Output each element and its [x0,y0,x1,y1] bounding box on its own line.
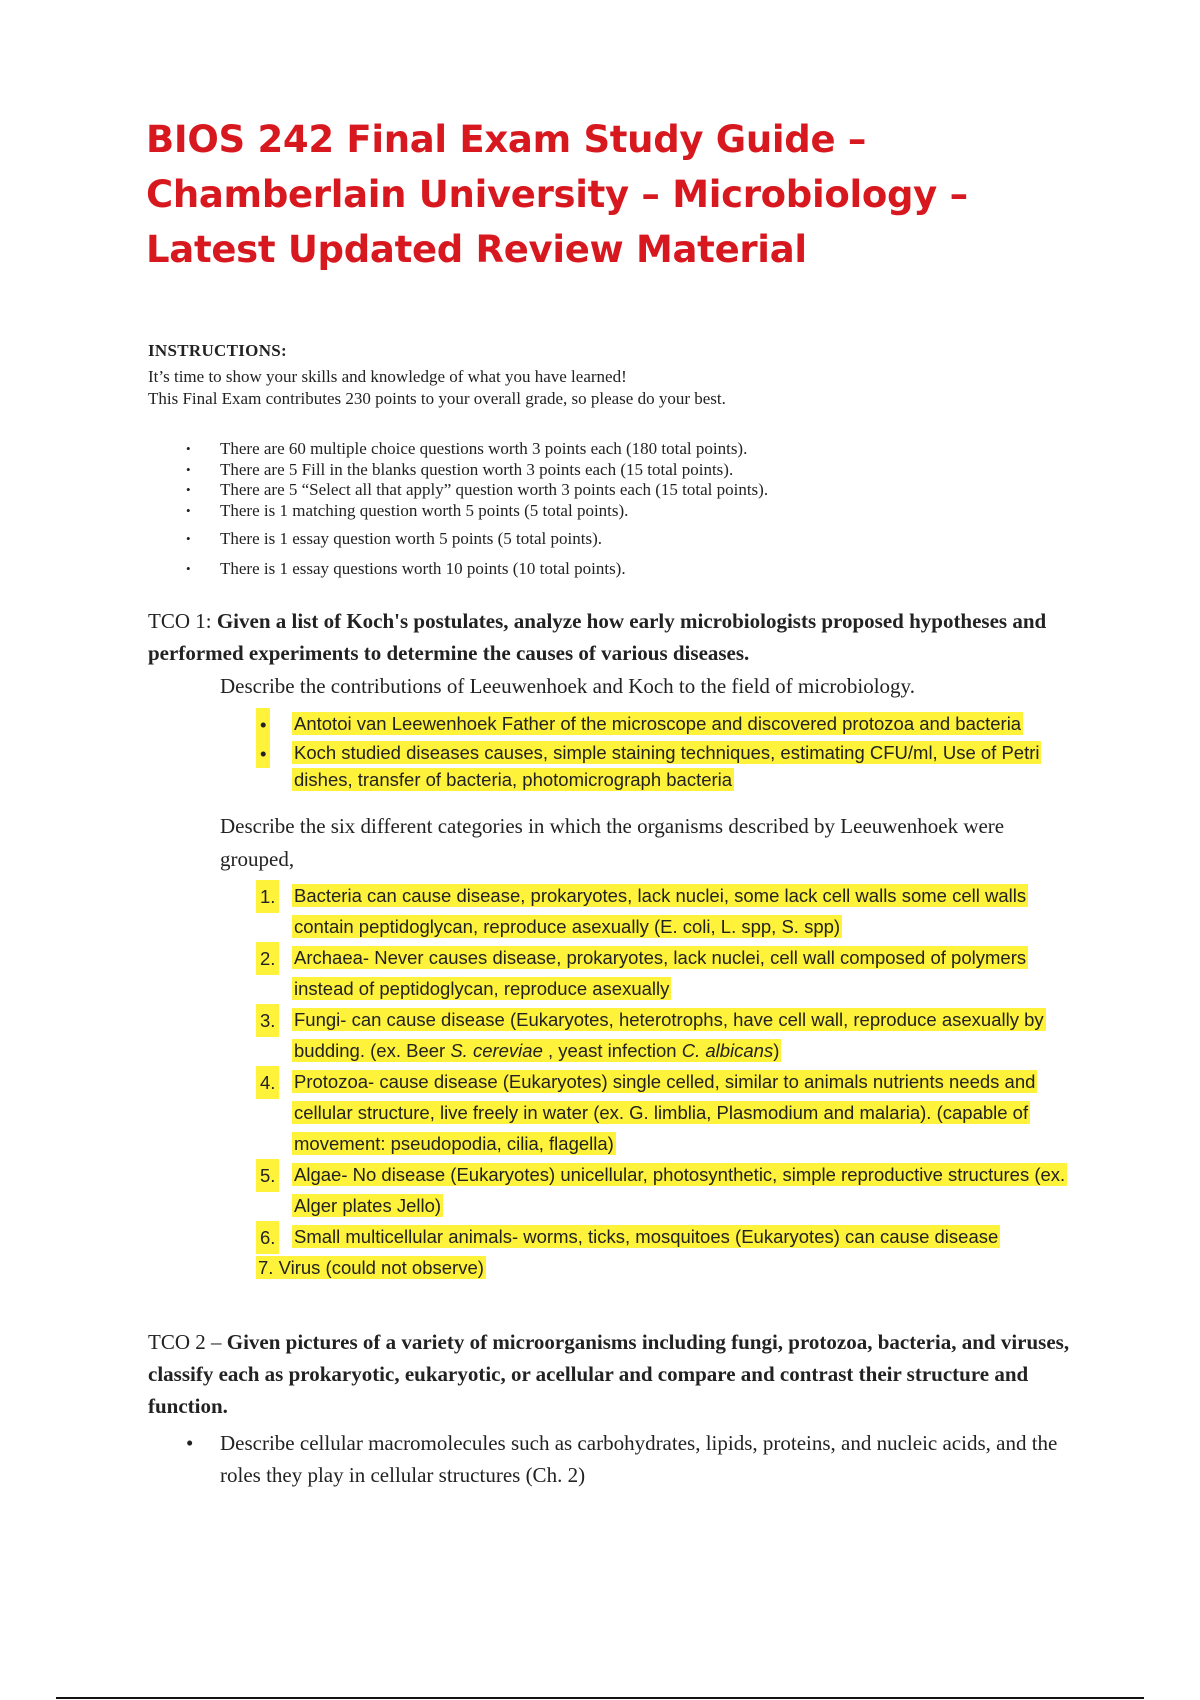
list-item: 6. Small multicellular animals- worms, ticks, mosquitoes (Eukaryotes) can cause disease [256,1221,1086,1252]
category-text: Fungi- can cause disease (Eukaryotes, heterotrophs, have cell wall, reproduce asexually by budding. (ex. Beer S. cereviae , yeast infection C. albicans) [294,1009,1044,1061]
answer-text: Antotoi van Leewenhoek Father of the microscope and discovered protozoa and bacteria [294,713,1022,734]
category-text: Archaea- Never causes disease, prokaryotes, lack nuclei, cell wall composed of polymers instead of peptidoglycan, reproduce asexually [294,947,1027,999]
list-item: • There are 5 Fill in the blanks question worth 3 points each (15 total points). [186,460,768,480]
page-bottom-rule [56,1697,1144,1699]
category-text: 7. Virus (could not observe) [258,1257,484,1278]
tco1-label: TCO 1: [148,609,212,633]
category-text: Small multicellular animals- worms, ticks, mosquitoes (Eukaryotes) can cause disease [294,1226,999,1247]
list-item: • There is 1 essay questions worth 10 points (10 total points). [186,558,768,580]
category-text: Algae- No disease (Eukaryotes) unicellular, photosynthetic, simple reproductive structures (ex. Alger plates Jello) [294,1164,1066,1216]
list-item: • Koch studied diseases causes, simple staining techniques, estimating CFU/ml, Use of Petri dishes, transfer of bacteria, photomicrograph bacteria [256,739,1086,793]
list-item: • There is 1 matching question worth 5 points (5 total points). [186,500,768,528]
category-text: Protozoa- cause disease (Eukaryotes) single celled, similar to animals nutrients needs and cellular structure, live freely in water (ex. G. limblia, Plasmodium and malaria). (capable of movement: pseudopodia, cilia, flagella) [294,1071,1036,1154]
answer-text: Koch studied diseases causes, simple staining techniques, estimating CFU/ml, Use of Petri dishes, transfer of bacteria, photomicrograph bacteria [294,742,1040,790]
instructions-line: This Final Exam contributes 230 points to your overall grade, so please do your best. [148,389,726,408]
tco1-question-2: Describe the six different categories in which the organisms described by Leeuwenhoek were grouped, [220,814,1005,871]
tco2-bullets [186,1427,1066,1491]
list-item: 2. Archaea- Never causes disease, prokaryotes, lack nuclei, cell wall composed of polymers instead of peptidoglycan, reproduce asexually [256,942,1086,1004]
tco1-heading-text: Given a list of Koch's postulates, analyze how early microbiologists proposed hypotheses and performed experiments to determine the causes of various diseases. [148,609,1047,665]
list-item: 1. Bacteria can cause disease, prokaryotes, lack nuclei, some lack cell walls some cell walls contain peptidoglycan, reproduce asexually (E. coli, L. spp, S. spp) [256,880,1086,942]
list-item: 4. Protozoa- cause disease (Eukaryotes) single celled, similar to animals nutrients needs and cellular structure, live freely in water (ex. G. limblia, Plasmodium and malaria). (capable of movement: pseudopodia, cilia, flagella) [256,1066,1086,1159]
instructions-block [148,340,1048,410]
tco2-label: TCO 2 – [148,1330,222,1354]
tco1-question-1: Describe the contributions of Leeuwenhoek and Koch to the field of microbiology. [220,674,915,698]
document-title: BIOS 242 Final Exam Study Guide – Chamberlain University – Microbiology – Latest Updated Review Material [146,118,968,271]
category-text: Bacteria can cause disease, prokaryotes, lack nuclei, some lack cell walls some cell walls contain peptidoglycan, reproduce asexually (E. coli, L. spp, S. spp) [294,885,1027,937]
organism-categories-list [256,880,1086,1283]
tco1-heading [148,605,1098,669]
exam-structure-list [186,438,768,580]
list-item: 3. Fungi- can cause disease (Eukaryotes, heterotrophs, have cell wall, reproduce asexually by budding. (ex. Beer S. cereviae , yeast infection C. albicans) [256,1004,1086,1066]
list-item: • There are 60 multiple choice questions worth 3 points each (180 total points). [186,438,768,460]
instructions-line: It’s time to show your skills and knowledge of what you have learned! [148,367,627,386]
tco2-heading [148,1326,1098,1422]
instructions-heading: INSTRUCTIONS: [148,341,287,360]
list-item [256,1252,1086,1283]
list-item: • Describe cellular macromolecules such as carbohydrates, lipids, proteins, and nucleic acids, and the roles they play in cellular structures (Ch. 2) [186,1427,1066,1491]
list-item: • Antotoi van Leewenhoek Father of the microscope and discovered protozoa and bacteria [256,708,1086,739]
list-item: 5. Algae- No disease (Eukaryotes) unicellular, photosynthetic, simple reproductive structures (ex. Alger plates Jello) [256,1159,1086,1221]
tco2-heading-text: Given pictures of a variety of microorganisms including fungi, protozoa, bacteria, and viruses, classify each as prokaryotic, eukaryotic, or acellular and compare and contrast their structure and function. [148,1330,1070,1418]
tco1-answers-1 [256,708,1086,793]
list-item: • There is 1 essay question worth 5 points (5 total points). [186,528,768,558]
list-item: • There are 5 “Select all that apply” question worth 3 points each (15 total points). [186,480,768,500]
